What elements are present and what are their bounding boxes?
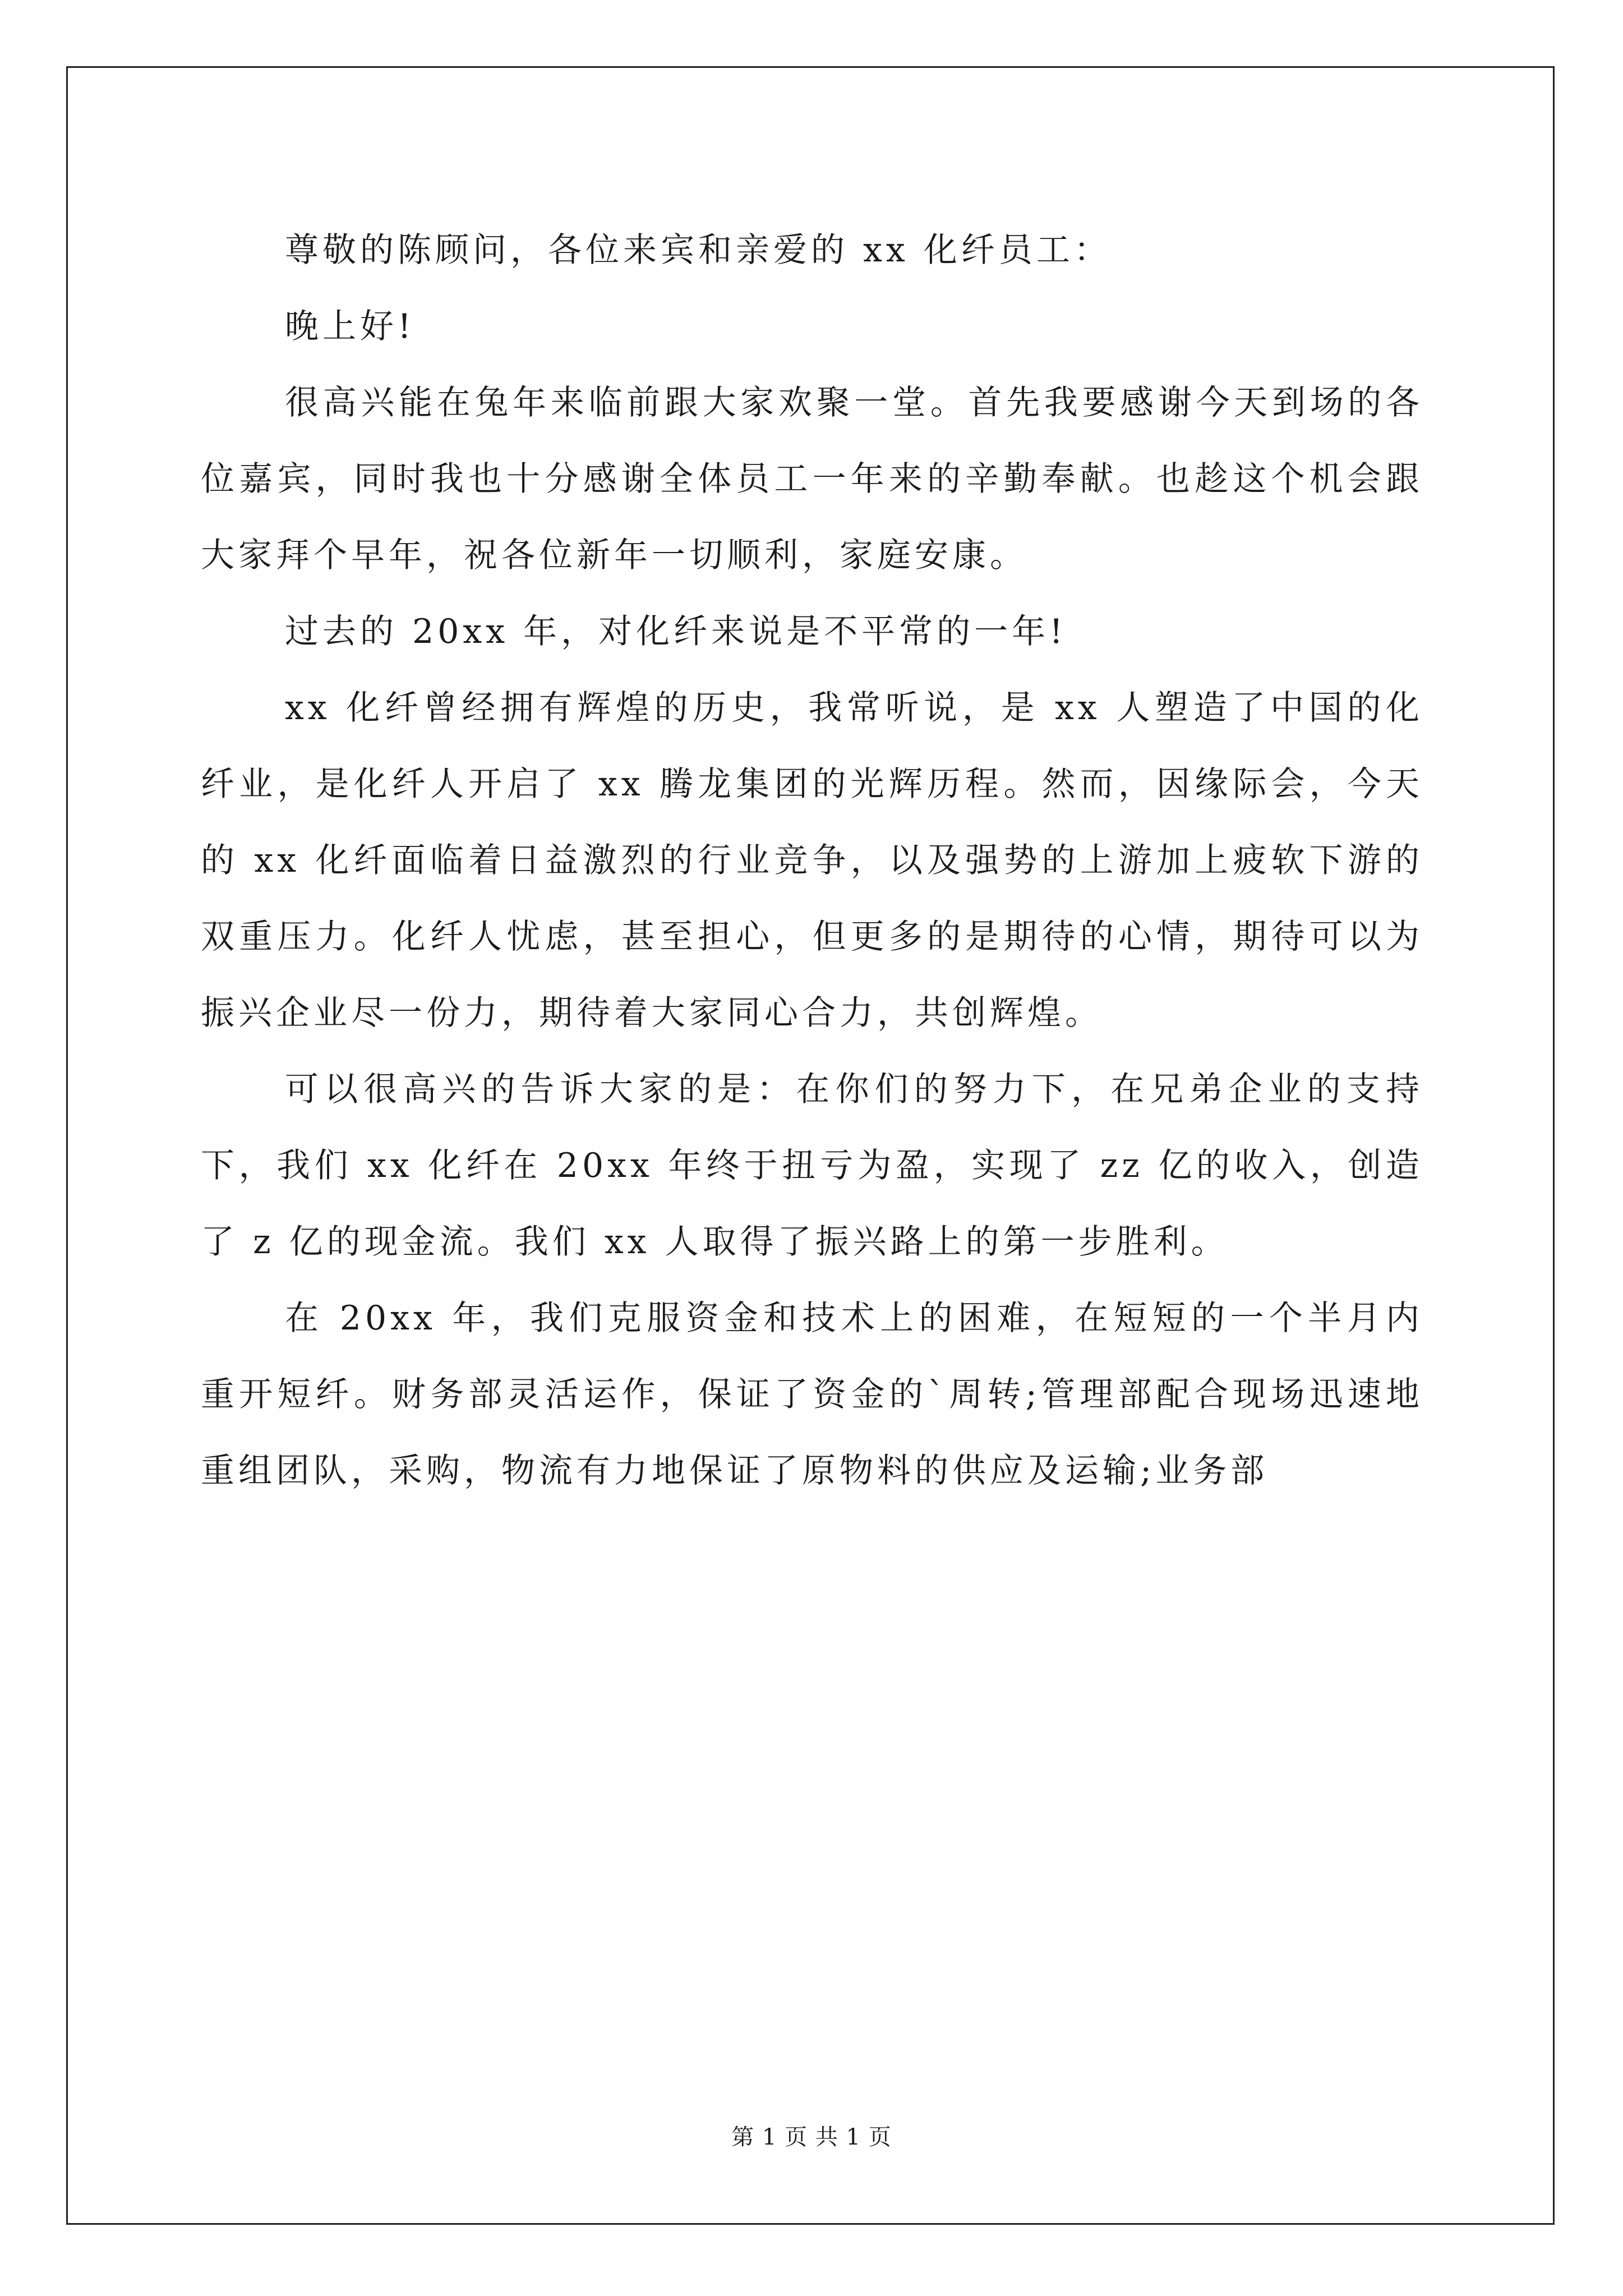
paragraph-achievement: 可以很高兴的告诉大家的是：在你们的努力下，在兄弟企业的支持下，我们 xx 化纤在 20xx 年终于扭亏为盈，实现了 zz 亿的收入，创造了 z 亿的现金流。我们 xx 人取得了振兴路上的第一步胜利。: [201, 1070, 1423, 1262]
paragraph-history: xx 化纤曾经拥有辉煌的历史，我常听说，是 xx 人塑造了中国的化纤业，是化纤人开启了 xx 腾龙集团的光辉历程。然而，因缘际会，今天的 xx 化纤面临着日益激烈的行业竞争，以及强势的上游加上疲软下游的双重压力。化纤人忧虑，甚至担心，但更多的是期待的心情，期待可以为振兴企业尽一份力，期待着大家同心合力，共创辉煌。: [201, 688, 1423, 1033]
document-body: [201, 212, 1423, 1509]
paragraph-past-year: 过去的 20xx 年，对化纤来说是不平常的一年!: [285, 612, 1067, 651]
paragraph-opening: 很高兴能在兔年来临前跟大家欢聚一堂。首先我要感谢今天到场的各位嘉宾，同时我也十分感谢全体员工一年来的辛勤奉献。也趁这个机会跟大家拜个早年，祝各位新年一切顺利，家庭安康。: [201, 383, 1423, 575]
paragraph-greeting: 晚上好!: [285, 307, 416, 346]
paragraph-work-review: 在 20xx 年，我们克服资金和技术上的困难，在短短的一个半月内重开短纤。财务部灵活运作，保证了资金的`周转;管理部配合现场迅速地重组团队，采购，物流有力地保证了原物料的供应及运输;业务部: [201, 1299, 1423, 1490]
page-footer: 第 1 页 共 1 页: [731, 2124, 892, 2150]
paragraph-salutation: 尊敬的陈顾问，各位来宾和亲爱的 xx 化纤员工：: [285, 231, 1112, 270]
